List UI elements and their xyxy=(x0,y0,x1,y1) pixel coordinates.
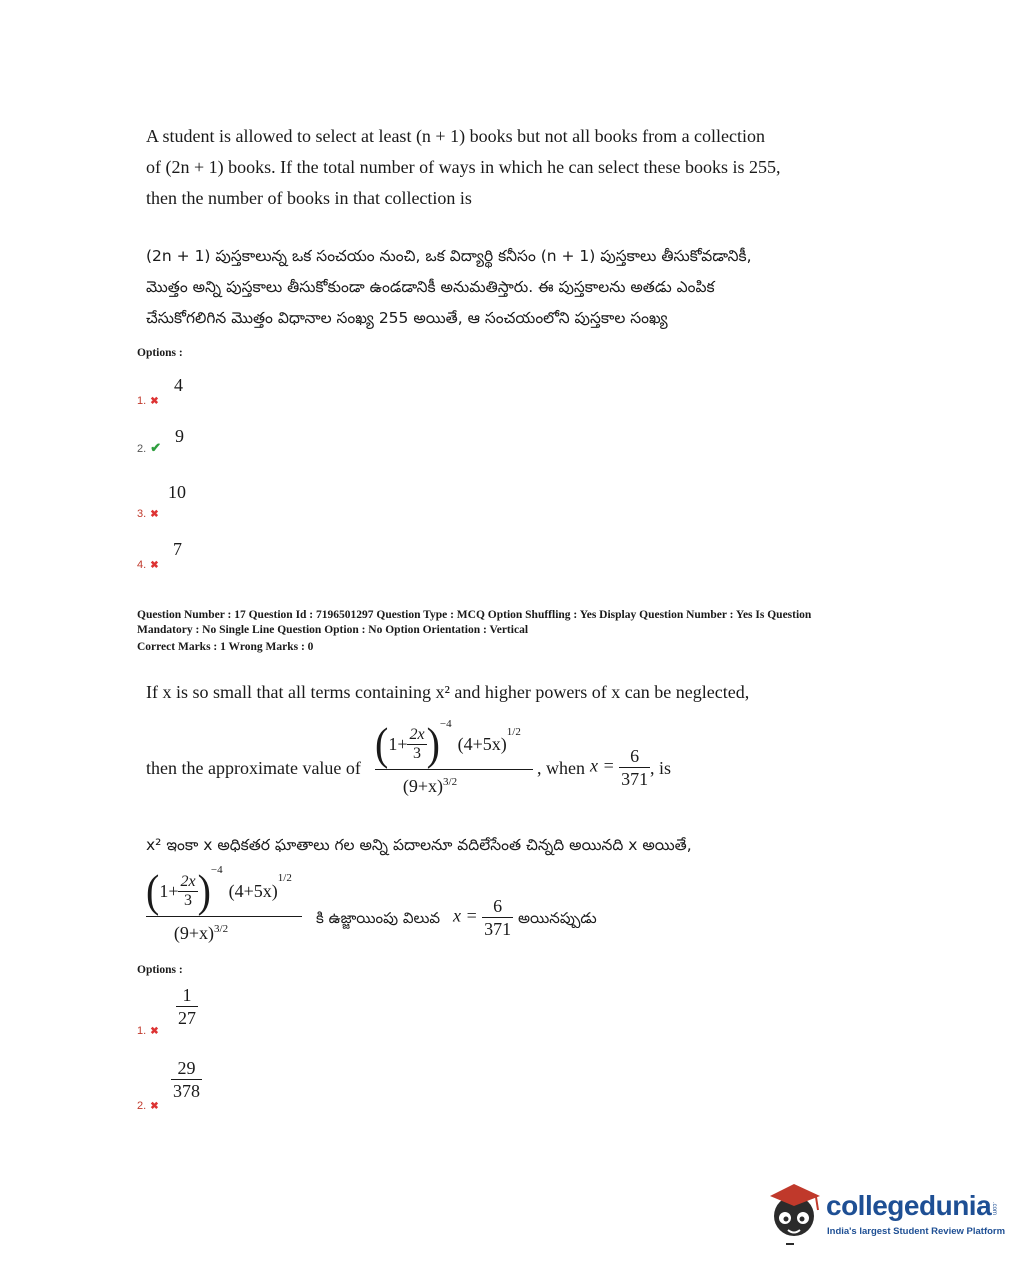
x-num: 6 xyxy=(493,896,503,916)
q16-telugu-line-2: మొత్తం అన్ని పుస్తకాలు తీసుకోకుండా ఉండడానికీ అనుమతిస్తారు. ఈ పుస్తకాలను అతడు ఎంపిక xyxy=(146,278,715,296)
two-x-over-three xyxy=(178,873,197,910)
four-plus-5x: (4+5x) xyxy=(457,733,507,754)
frac-den: 3 xyxy=(413,744,422,762)
option-number: 1. xyxy=(137,1025,147,1037)
q17-when: , when xyxy=(537,758,585,778)
q17-telugu-line-2-end: అయినప్పుడు xyxy=(518,909,597,927)
option-number: 3. xyxy=(137,508,147,520)
nine-plus-x: (9+x) xyxy=(402,776,444,796)
wrong-icon: ✖ xyxy=(150,509,159,520)
q17-expression xyxy=(375,717,535,798)
q16-option-3-value: 10 xyxy=(168,482,186,502)
wrong-icon: ✖ xyxy=(150,560,159,571)
logo-name: collegedunia xyxy=(826,1190,992,1221)
q17-option-2-marker xyxy=(137,1096,159,1114)
x-eq: x = xyxy=(590,755,615,776)
q17-x-value xyxy=(590,745,650,790)
paren-close: ) xyxy=(197,864,211,917)
wrong-icon: ✖ xyxy=(150,396,159,407)
paren-open: ( xyxy=(146,864,160,917)
one-plus: 1+ xyxy=(159,880,179,901)
frac-num: 1 xyxy=(182,985,192,1005)
logo-wordmark xyxy=(826,1190,997,1222)
q17-telugu-line-2-mid: కి ఉజ్జాయింపు విలువ xyxy=(316,909,441,927)
expression-denominator xyxy=(375,770,485,798)
x-fraction xyxy=(619,745,650,790)
q17-meta-line-1: Question Number : 17 Question Id : 7196501297 Question Type : MCQ Option Shuffling : Yes Display Question Number : Yes Is Question xyxy=(137,609,812,621)
q17-telugu-expression xyxy=(146,864,306,945)
frac-den: 3 xyxy=(184,891,193,909)
q16-option-4-marker xyxy=(137,555,159,573)
q17-is: , is xyxy=(650,758,672,778)
frac-den: 378 xyxy=(173,1081,200,1101)
one-plus: 1+ xyxy=(388,733,408,754)
x-fraction xyxy=(482,895,513,940)
paren-open: ( xyxy=(375,717,389,770)
exp-half: 1/2 xyxy=(506,726,521,738)
q17-meta-line-3: Correct Marks : 1 Wrong Marks : 0 xyxy=(137,641,314,653)
q17-english-line-1: If x is so small that all terms containing x² and higher powers of x can be neglected, xyxy=(146,682,750,702)
q16-line-2: of (2n + 1) books. If the total number of ways in which he can select these books is 255, xyxy=(146,157,781,177)
paren-close: ) xyxy=(426,717,440,770)
x-eq: x = xyxy=(453,905,478,926)
logo-suffix: .com xyxy=(991,1201,998,1215)
exp-neg4: −4 xyxy=(210,864,223,876)
x-den: 371 xyxy=(484,919,512,939)
expression-numerator xyxy=(146,864,306,917)
option-number: 1. xyxy=(137,395,147,407)
q17-options-label: Options : xyxy=(137,964,183,976)
option-number: 2. xyxy=(137,1100,147,1112)
nine-plus-x: (9+x) xyxy=(173,923,215,943)
wrong-icon: ✖ xyxy=(150,1026,159,1037)
q17-option-1-value xyxy=(176,984,198,1029)
q16-option-2-value: 9 xyxy=(175,426,184,446)
q16-option-4-value: 7 xyxy=(173,539,182,559)
q16-telugu-text xyxy=(146,241,806,334)
exp-3half: 3/2 xyxy=(214,923,229,935)
q16-telugu-line-1: (2n + 1) పుస్తకాలున్న ఒక సంచయం నుంచి, ఒక విద్యార్థి కనీసం (n + 1) పుస్తకాలు తీసుకోవడానికీ, xyxy=(146,247,752,265)
q16-telugu-line-3: చేసుకోగలిగిన మొత్తం విధానాల సంఖ్య 255 అయితే, ఆ సంచయంలోని పుస్తకాల సంఖ్య xyxy=(146,309,668,327)
collegedunia-logo[interactable] xyxy=(766,1178,1006,1248)
q17-telugu-x-value xyxy=(453,895,513,940)
option-fraction xyxy=(171,1057,202,1102)
exp-neg4: −4 xyxy=(439,718,452,730)
q17-option-2-value xyxy=(171,1057,202,1102)
two-x-over-three xyxy=(407,726,426,763)
wrong-icon: ✖ xyxy=(150,1101,159,1112)
option-number: 2. xyxy=(137,443,147,455)
q16-option-2-marker xyxy=(137,439,161,457)
q17-telugu-line-1: x² ఇంకా x అధికతర ఘాతాలు గల అన్ని పదాలనూ వదిలేసేంత చిన్నది అయినది x అయితే, xyxy=(146,836,692,854)
x-den: 371 xyxy=(621,769,649,789)
frac-num: 2x xyxy=(180,872,196,890)
q17-meta xyxy=(137,608,897,655)
option-number: 4. xyxy=(137,559,147,571)
q16-options-label: Options : xyxy=(137,347,183,359)
option-fraction xyxy=(176,984,198,1029)
q16-english-text xyxy=(146,121,826,214)
q16-line-1: A student is allowed to select at least (n + 1) books but not all books from a collection xyxy=(146,126,766,146)
frac-num: 2x xyxy=(409,725,425,743)
q17-english-line-2-pre: then the approximate value of xyxy=(146,758,361,778)
q16-line-3: then the number of books in that collection is xyxy=(146,188,472,208)
correct-check-icon: ✔ xyxy=(150,440,162,455)
q16-option-1-marker xyxy=(137,391,159,409)
four-plus-5x: (4+5x) xyxy=(228,880,278,901)
expression-numerator xyxy=(375,717,535,770)
q17-option-1-marker xyxy=(137,1021,159,1039)
logo-tagline: India's largest Student Review Platform xyxy=(827,1226,1006,1237)
mascot-icon xyxy=(766,1178,826,1248)
q17-meta-line-2: Mandatory : No Single Line Question Option : No Option Orientation : Vertical xyxy=(137,624,529,636)
x-num: 6 xyxy=(630,746,640,766)
frac-num: 29 xyxy=(177,1058,196,1078)
exp-3half: 3/2 xyxy=(443,776,458,788)
q16-option-3-marker xyxy=(137,504,159,522)
q16-option-1-value: 4 xyxy=(174,375,183,395)
exp-half: 1/2 xyxy=(277,872,292,884)
expression-denominator xyxy=(146,917,256,945)
frac-den: 27 xyxy=(178,1008,196,1028)
